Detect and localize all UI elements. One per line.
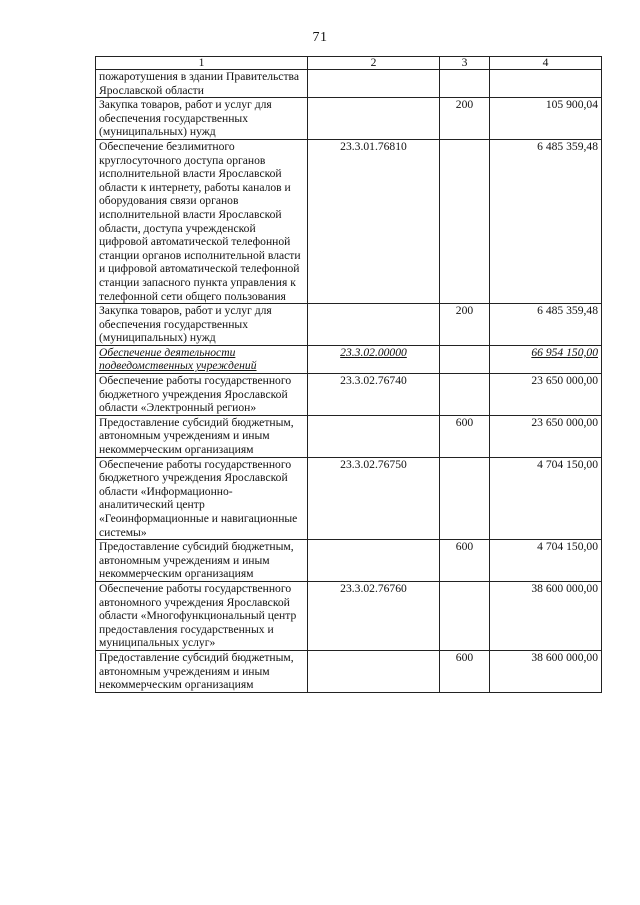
row-amount: [490, 650, 602, 692]
row-name-text: Закупка товаров, работ и услуг для обеспечения государственных (муниципальных) нужд: [99, 98, 272, 139]
row-name-text: Предоставление субсидий бюджетным, автономным учреждениям и иным некоммерческим организациям: [99, 650, 294, 692]
row-amount-text: 4 704 150,00: [537, 457, 598, 471]
table-row: [96, 70, 602, 98]
row-name-text: Обеспечение безлимитного круглосуточного доступа органов исполнительной власти Ярославской области к интернету, работы каналов и оборудования связи органов исполнительной власти Ярославской области, доступа учрежденской цифровой автоматической телефонной станции органов исполнительной власти и цифровой автоматической телефонной станции запасного пункта управления к телефонной сети общего пользования: [99, 139, 301, 303]
row-name: [96, 98, 308, 140]
row-amount: [490, 581, 602, 650]
row-code-text: 23.3.02.00000: [340, 345, 407, 359]
row-code: [308, 345, 440, 373]
row-amount: [490, 540, 602, 582]
row-code: [308, 457, 440, 540]
table-row: [96, 457, 602, 540]
row-expense-type-text: 600: [455, 540, 474, 554]
row-code-text: 23.3.02.76760: [340, 581, 407, 595]
row-name: [96, 345, 308, 373]
row-expense-type: [440, 139, 490, 303]
row-amount: [490, 374, 602, 416]
header-row: [96, 57, 602, 70]
row-name-text: пожаротушения в здании Правительства Ярославской области: [99, 70, 299, 97]
row-amount-text: 23 650 000,00: [531, 415, 598, 429]
table-row: [96, 139, 602, 303]
table-row: [96, 98, 602, 140]
row-name: [96, 457, 308, 540]
row-amount-text: 23 650 000,00: [531, 374, 598, 388]
row-amount-text: 38 600 000,00: [531, 650, 598, 664]
row-name-text: Закупка товаров, работ и услуг для обеспечения государственных (муниципальных) нужд: [99, 304, 272, 345]
row-name: [96, 374, 308, 416]
row-expense-type: [440, 345, 490, 373]
row-expense-type: [440, 581, 490, 650]
row-name: [96, 540, 308, 582]
row-amount: [490, 415, 602, 457]
page-number: 71: [312, 30, 328, 45]
row-code: [308, 540, 440, 582]
row-amount: [490, 139, 602, 303]
row-name-text: Обеспечение деятельности подведомственных учреждений: [99, 345, 257, 373]
row-amount-text: 4 704 150,00: [537, 540, 598, 554]
row-code: [308, 581, 440, 650]
table-row: [96, 345, 602, 373]
row-amount-text: 38 600 000,00: [531, 581, 598, 595]
row-name: [96, 415, 308, 457]
row-amount: [490, 304, 602, 346]
row-expense-type-text: 600: [455, 650, 474, 664]
row-code: [308, 98, 440, 140]
row-expense-type: [440, 70, 490, 98]
table-row: [96, 374, 602, 416]
row-expense-type: [440, 374, 490, 416]
row-expense-type: [440, 540, 490, 582]
row-name-text: Предоставление субсидий бюджетным, автономным учреждениям и иным некоммерческим организациям: [99, 415, 294, 457]
row-amount-text: 6 485 359,48: [537, 304, 598, 318]
row-expense-type: [440, 304, 490, 346]
header-col-3: 3: [440, 57, 490, 70]
row-code: [308, 415, 440, 457]
row-name-text: Обеспечение работы государственного автономного учреждения Ярославской области «Многофункциональный центр предоставления государственных и муниципальных услуг»: [99, 581, 297, 650]
row-amount: [490, 457, 602, 540]
table-row: [96, 540, 602, 582]
row-name: [96, 139, 308, 303]
row-code: [308, 374, 440, 416]
row-expense-type: [440, 98, 490, 140]
row-code: [308, 139, 440, 303]
table-row: [96, 650, 602, 692]
row-name-text: Предоставление субсидий бюджетным, автономным учреждениям и иным некоммерческим организациям: [99, 540, 294, 581]
row-name: [96, 304, 308, 346]
row-code: [308, 650, 440, 692]
header-col-2: 2: [308, 57, 440, 70]
row-amount: [490, 345, 602, 373]
row-name-text: Обеспечение работы государственного бюджетного учреждения Ярославской области «Электронный регион»: [99, 374, 292, 415]
row-amount-text: 66 954 150,00: [531, 345, 598, 359]
row-amount-text: 105 900,04: [545, 98, 598, 112]
row-amount: [490, 70, 602, 98]
row-name-text: Обеспечение работы государственного бюджетного учреждения Ярославской области «Информационно-аналитический центр «Геоинформационные и навигационные системы»: [99, 457, 298, 539]
header-col-4: 4: [490, 57, 602, 70]
row-expense-type-text: 600: [455, 415, 474, 429]
table-row: [96, 304, 602, 346]
row-name: [96, 581, 308, 650]
row-code-text: 23.3.02.76750: [340, 457, 407, 471]
row-name: [96, 70, 308, 98]
table-row: [96, 415, 602, 457]
budget-table: [95, 56, 602, 693]
row-code-text: 23.3.02.76740: [340, 374, 407, 388]
row-name: [96, 650, 308, 692]
row-expense-type-text: 200: [455, 304, 474, 318]
row-code: [308, 304, 440, 346]
row-expense-type-text: 200: [455, 98, 474, 112]
row-expense-type: [440, 650, 490, 692]
row-amount-text: 6 485 359,48: [537, 139, 598, 153]
header-col-1: 1: [96, 57, 308, 70]
row-code-text: 23.3.01.76810: [340, 139, 407, 153]
row-amount: [490, 98, 602, 140]
row-expense-type: [440, 415, 490, 457]
table-row: [96, 581, 602, 650]
row-code: [308, 70, 440, 98]
row-expense-type: [440, 457, 490, 540]
